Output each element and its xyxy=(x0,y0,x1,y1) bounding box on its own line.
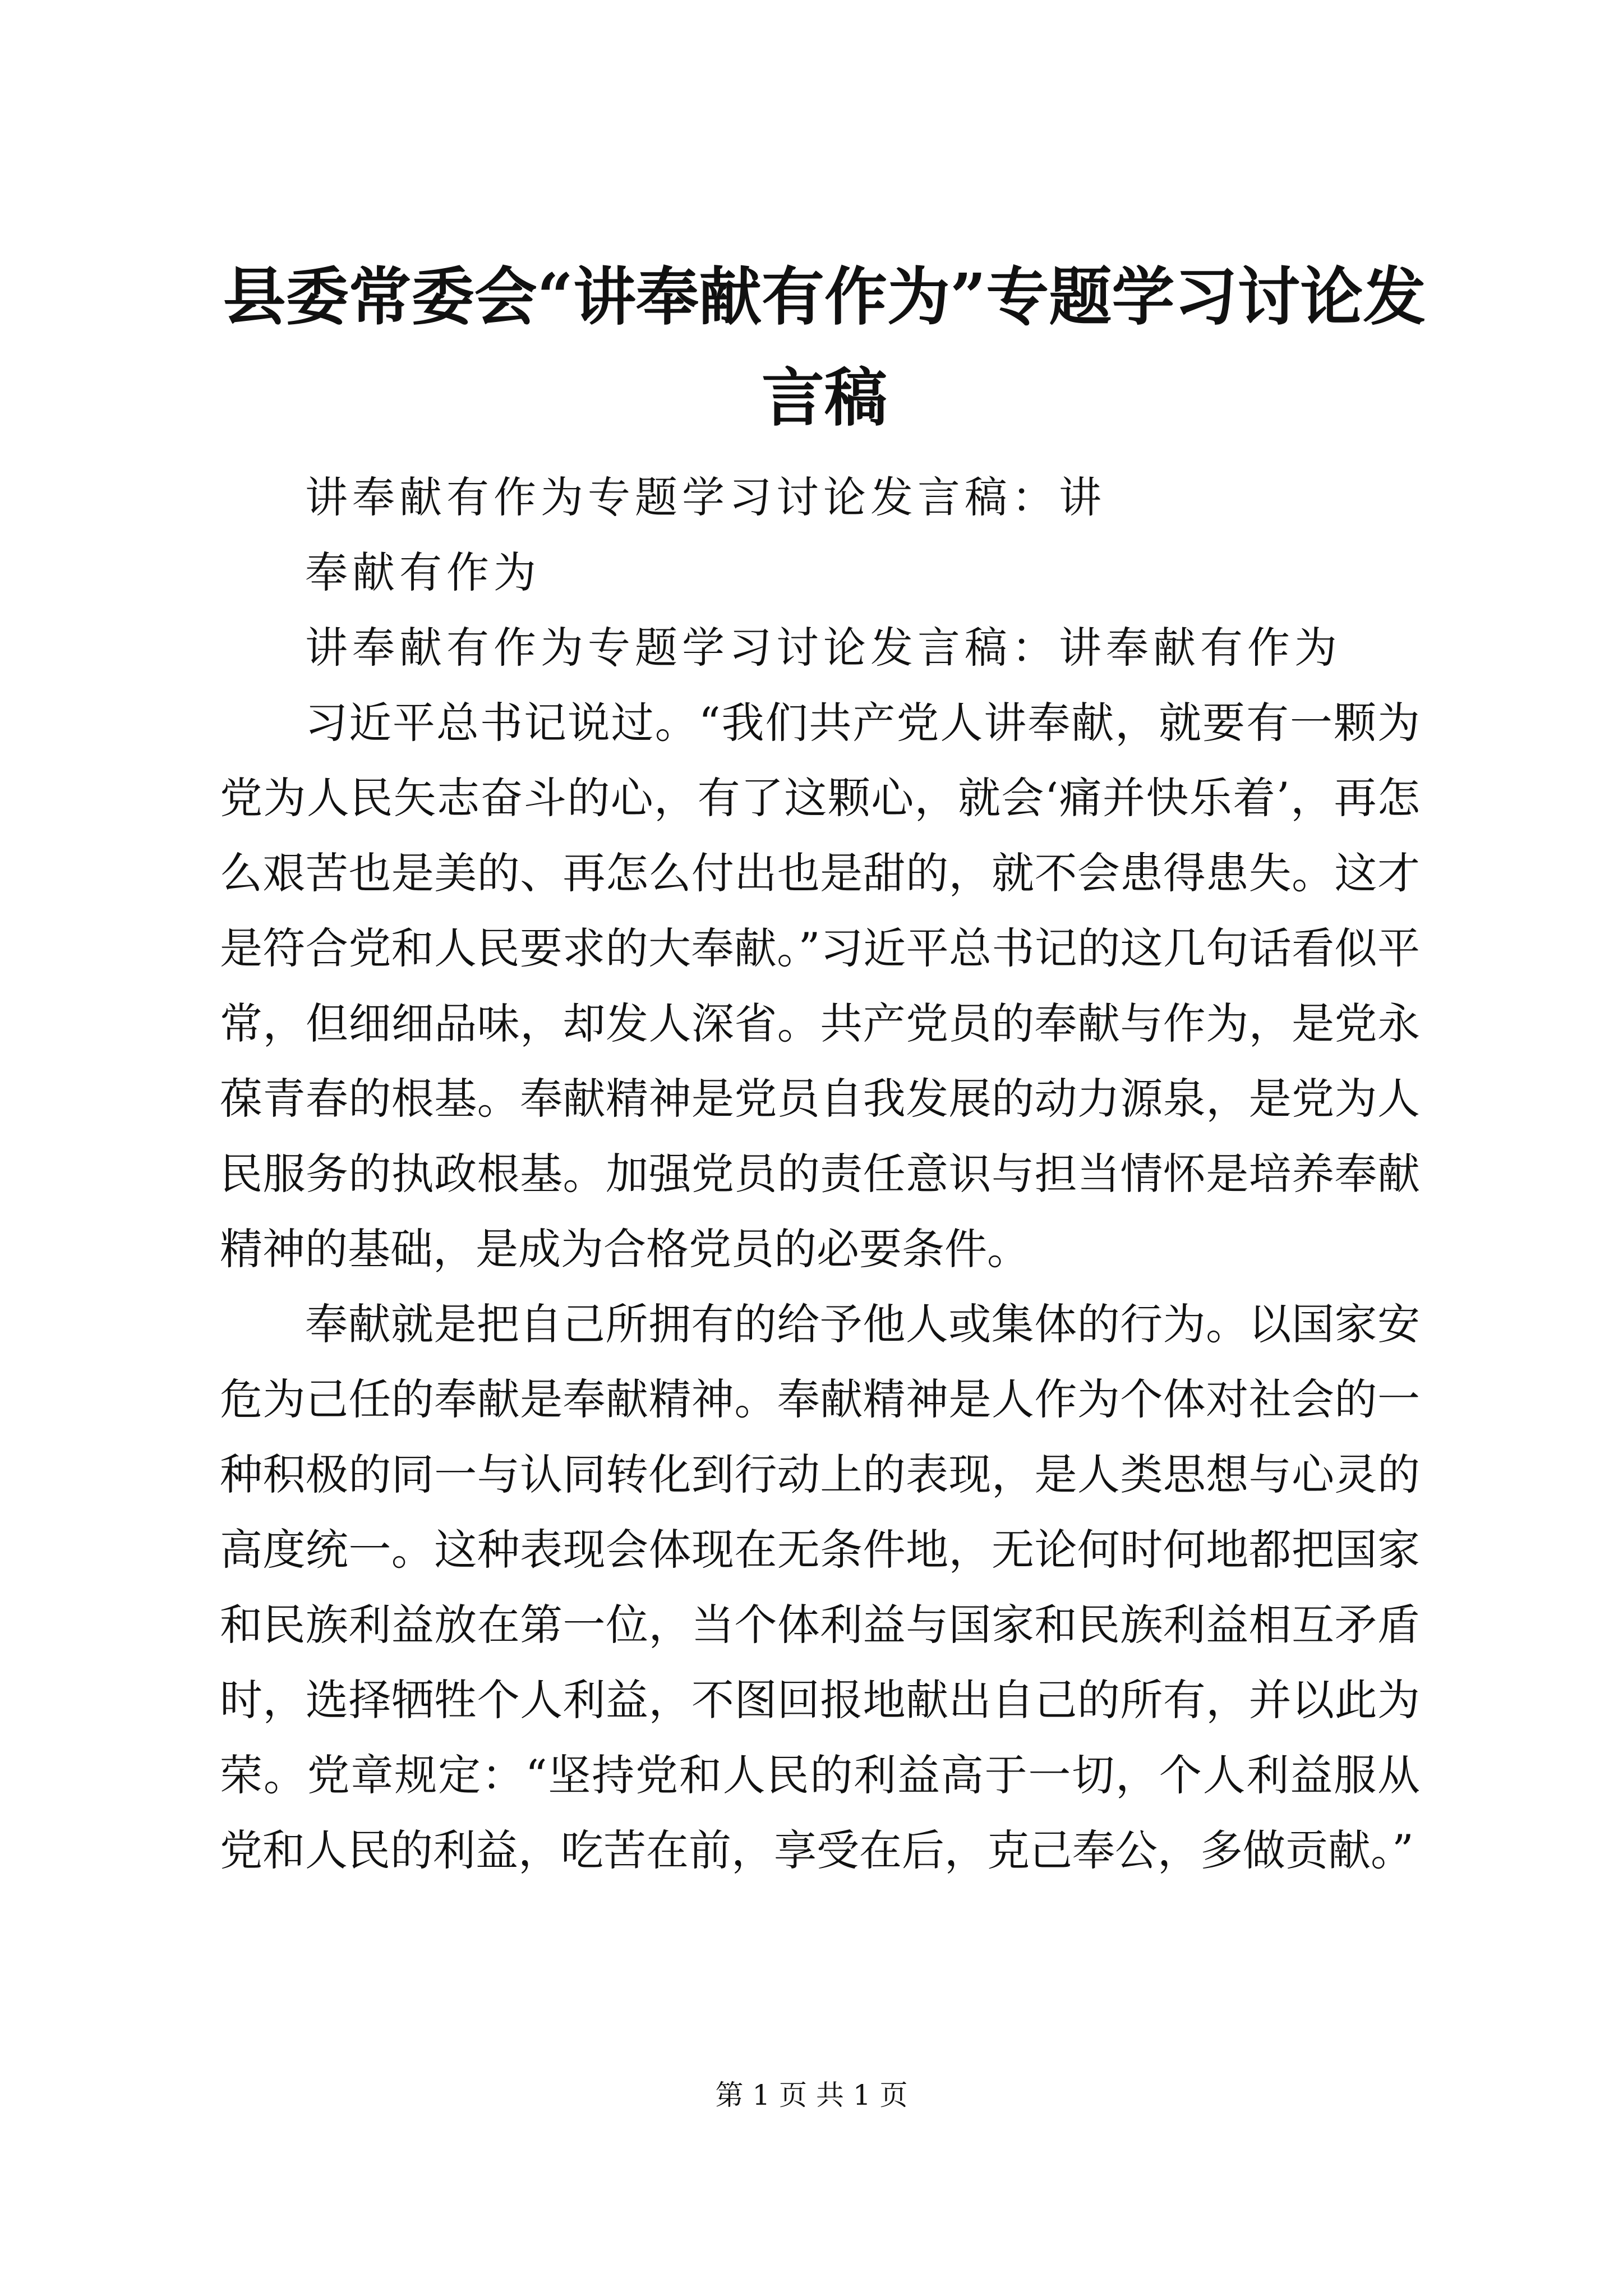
paragraph-3: 讲奉献有作为专题学习讨论发言稿：讲奉献有作为 xyxy=(305,623,1341,673)
page-footer: 第 1 页 共 1 页 xyxy=(715,2079,908,2111)
document-body xyxy=(220,460,1420,1888)
paragraph-2: 奉献有作为 xyxy=(305,547,541,597)
paragraph-4: 习近平总书记说过。“我们共产党人讲奉献，就要有一颗为党为人民矢志奋斗的心，有了这颗心，就会‘痛并快乐着’，再怎么艰苦也是美的、再怎么付出也是甜的，就不会患得患失。这才是符合党和人民要求的大奉献。”习近平总书记的这几句话看似平常，但细细品味，却发人深省。共产党员的奉献与作为，是党永葆青春的根基。奉献精神是党员自我发展的动力源泉，是党为人民服务的执政根基。加强党员的责任意识与担当情怀是培养奉献精神的基础，是成为合格党员的必要条件。 xyxy=(220,698,1420,1274)
paragraph-5: 奉献就是把自己所拥有的给予他人或集体的行为。以国家安危为己任的奉献是奉献精神。奉献精神是人作为个体对社会的一种积极的同一与认同转化到行动上的表现，是人类思想与心灵的高度统一。这种表现会体现在无条件地，无论何时何地都把国家和民族利益放在第一位，当个体利益与国家和民族利益相互矛盾时，选择牺牲个人利益，不图回报地献出自己的所有，并以此为荣。党章规定：“坚持党和人民的利益高于一切，个人利益服从党和人民的利益，吃苦在前，享受在后，克己奉公，多做贡献。” xyxy=(220,1299,1420,1875)
paragraph-1: 讲奉献有作为专题学习讨论发言稿：讲 xyxy=(305,472,1106,522)
document-title: 县委常委会“讲奉献有作为”专题学习讨论发言稿 xyxy=(223,260,1426,435)
